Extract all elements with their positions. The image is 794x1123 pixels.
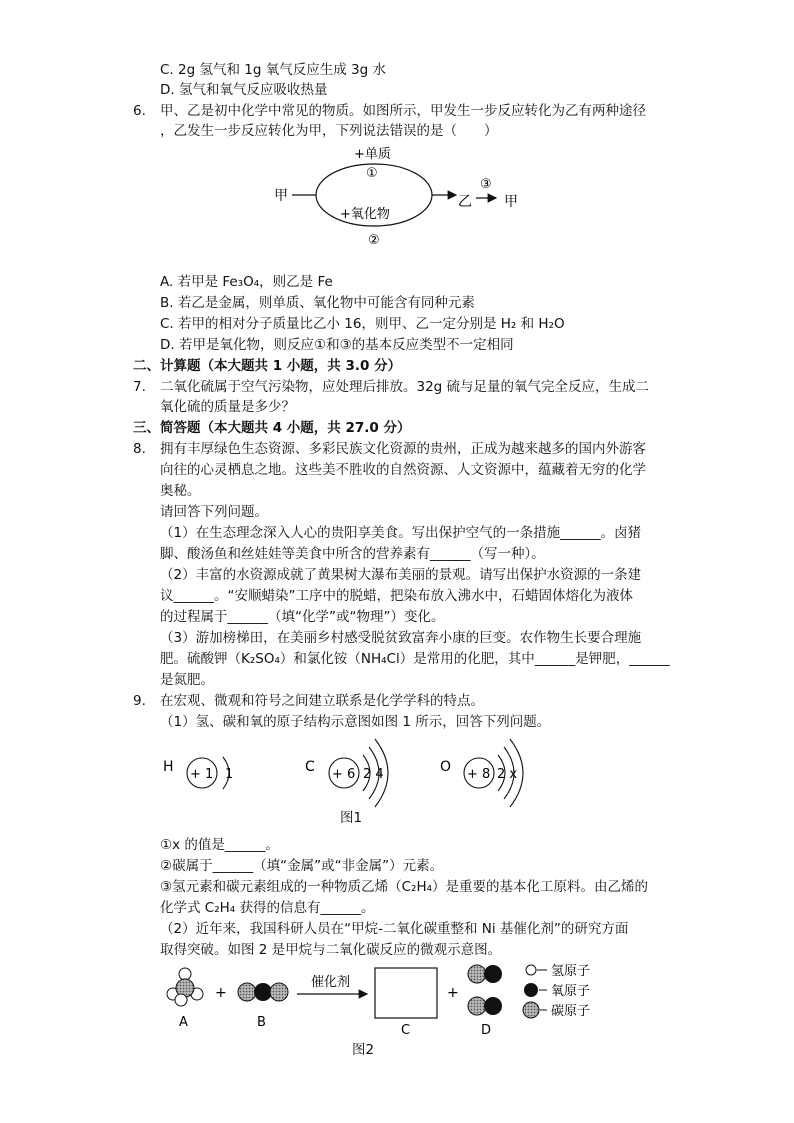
q5-option-c: C. 2g 氢气和 1g 氧气反应生成 3g 水 (160, 62, 386, 78)
q8-line2: 向往的心灵栖息之地。这些美不胜收的自然资源、人文资源中，蕴藏着无穷的化学 (160, 462, 646, 478)
q6-stem-line1: 甲、乙是初中化学中常见的物质。如图所示，甲发生一步反应转化为乙有两种途径 (160, 103, 646, 119)
q9-part1: （1）氢、碳和氧的原子结构示意图如图 1 所示，回答下列问题。 (160, 714, 551, 730)
hydrogen-atom-diagram (163, 757, 233, 789)
nucleus-charge-o: + 8 (467, 767, 491, 782)
carbon-atom-diagram (305, 739, 388, 807)
diagram-middle-yi: 乙 (458, 194, 472, 210)
q9-sub3-line1: ③氢元素和碳元素组成的一种物质乙烯（C₂H₄）是重要的基本化工原料。由乙烯的 (160, 879, 649, 895)
question-number: 6. (133, 103, 146, 119)
q8-line1: 拥有丰厚绿色生态资源、多彩民族文化资源的贵州，正成为越来越多的国内外游客 (160, 441, 646, 457)
legend-hydrogen: 氢原子 (551, 964, 591, 979)
diagram-end-jia: 甲 (504, 194, 518, 210)
diagram-bottom-number: ② (368, 233, 380, 248)
question-number: 9. (133, 693, 146, 709)
q5-option-d: D. 氢气和氧气反应吸收热量 (160, 82, 328, 98)
nucleus-charge-c: + 6 (332, 767, 356, 782)
q8-line3: 奥秘。 (160, 483, 201, 499)
q6-option-a: A. 若甲是 Fe₃O₄，则乙是 Fe (160, 274, 333, 290)
q9-sub2: ②碳属于______（填“金属”或“非金属”）元素。 (160, 858, 444, 874)
q6-stem-line2: ，乙发生一步反应转化为甲，下列说法错误的是（ ） (160, 123, 498, 139)
q6-option-b: B. 若乙是金属，则单质、氧化物中可能含有同种元素 (160, 295, 475, 311)
q9-sub1: ①x 的值是______。 (160, 837, 279, 853)
question-number: 8. (133, 441, 146, 457)
electron-shells-h: 1 (225, 767, 234, 782)
nucleus-charge-h: + 1 (190, 767, 214, 782)
q8-part1-line2: 脚、酸汤鱼和丝娃娃等美食中所含的营养素有______（写一种）。 (160, 546, 545, 562)
q8-part2-line1: （2）丰富的水资源成就了黄果树大瀑布美丽的景观。请写出保护水资源的一条建 (160, 567, 642, 583)
atom-symbol-o: O (440, 759, 452, 775)
q8-part2-line2: 议______。“安顺蜡染”工序中的脱蜡，把染布放入沸水中，石蜡固体熔化为液体 (160, 588, 633, 604)
figure-2-reaction-diagram (155, 960, 635, 1060)
catalyst-label: 催化剂 (311, 975, 351, 990)
methane-molecule-a (167, 968, 203, 1006)
label-c: C (401, 1023, 411, 1038)
q8-part3-line3: 是氮肥。 (160, 672, 214, 688)
q8-part3-line2: 肥。硫酸钾（K₂SO₄）和氯化铵（NH₄Cl）是常用的化肥，其中______是钾肥，______ (160, 651, 670, 667)
question-number: 7. (133, 379, 146, 395)
label-d: D (481, 1023, 492, 1038)
label-b: B (257, 1015, 266, 1030)
atom-legend (523, 964, 590, 1019)
legend-oxygen: 氧原子 (551, 984, 591, 999)
electron-shells-c: 2 4 (363, 767, 384, 782)
figure-1-caption: 图1 (340, 810, 363, 826)
figure-2-caption: 图2 (352, 1042, 375, 1058)
q6-option-d: D. 若甲是氧化物，则反应①和③的基本反应类型不一定相同 (160, 337, 514, 353)
legend-carbon: 碳原子 (551, 1004, 591, 1019)
plus-sign-2: + (447, 985, 459, 1001)
q9-part2-line1: （2）近年来，我国科研人员在“甲烷-二氧化碳重整和 Ni 基催化剂”的研究方面 (160, 921, 629, 937)
q9-part2-line2: 取得突破。如图 2 是甲烷与二氧化碳反应的微观示意图。 (160, 942, 502, 958)
diagram-top-number: ① (366, 166, 378, 181)
atom-symbol-h: H (163, 759, 174, 775)
q9-sub3-line2: 化学式 C₂H₄ 获得的信息有______。 (160, 900, 375, 916)
section-2-title: 二、计算题（本大题共 1 小题，共 3.0 分） (133, 358, 402, 374)
atom-symbol-c: C (305, 759, 315, 775)
product-box-c (375, 968, 437, 1018)
label-a: A (179, 1015, 188, 1030)
electron-shells-o: 2 x (497, 767, 518, 782)
plus-sign-1: + (215, 985, 227, 1001)
carbon-monoxide-molecules-d (468, 965, 502, 1015)
q8-part2-line3: 的过程属于______（填“化学”或“物理”）变化。 (160, 609, 445, 625)
oxygen-atom-diagram (440, 739, 523, 807)
q9-line1: 在宏观、微观和符号之间建立联系是化学学科的特点。 (160, 693, 484, 709)
q8-part1-line1: （1）在生态理念深入人心的贵阳享美食。写出保护空气的一条措施______。卤猪 (160, 525, 642, 541)
q8-line4: 请回答下列问题。 (160, 504, 268, 520)
section-3-title: 三、简答题（本大题共 4 小题，共 27.0 分） (133, 420, 411, 436)
q7-line1: 二氧化硫属于空气污染物，应处理后排放。32g 硫与足量的氧气完全反应，生成二 (160, 379, 650, 395)
q6-option-c: C. 若甲的相对分子质量比乙小 16，则甲、乙一定分别是 H₂ 和 H₂O (160, 316, 565, 332)
diagram-step3-number: ③ (480, 177, 492, 192)
diagram-start-jia: 甲 (274, 188, 288, 204)
diagram-top-label: +单质 (354, 147, 391, 162)
q6-transformation-diagram (260, 140, 550, 250)
q7-line2: 氧化硫的质量是多少？ (160, 399, 295, 415)
carbon-dioxide-molecule-b (238, 983, 288, 1001)
q8-part3-line1: （3）游加榜梯田，在美丽乡村感受脱贫致富奔小康的巨变。农作物生长要合理施 (160, 630, 642, 646)
diagram-bottom-label: +氧化物 (340, 207, 390, 222)
